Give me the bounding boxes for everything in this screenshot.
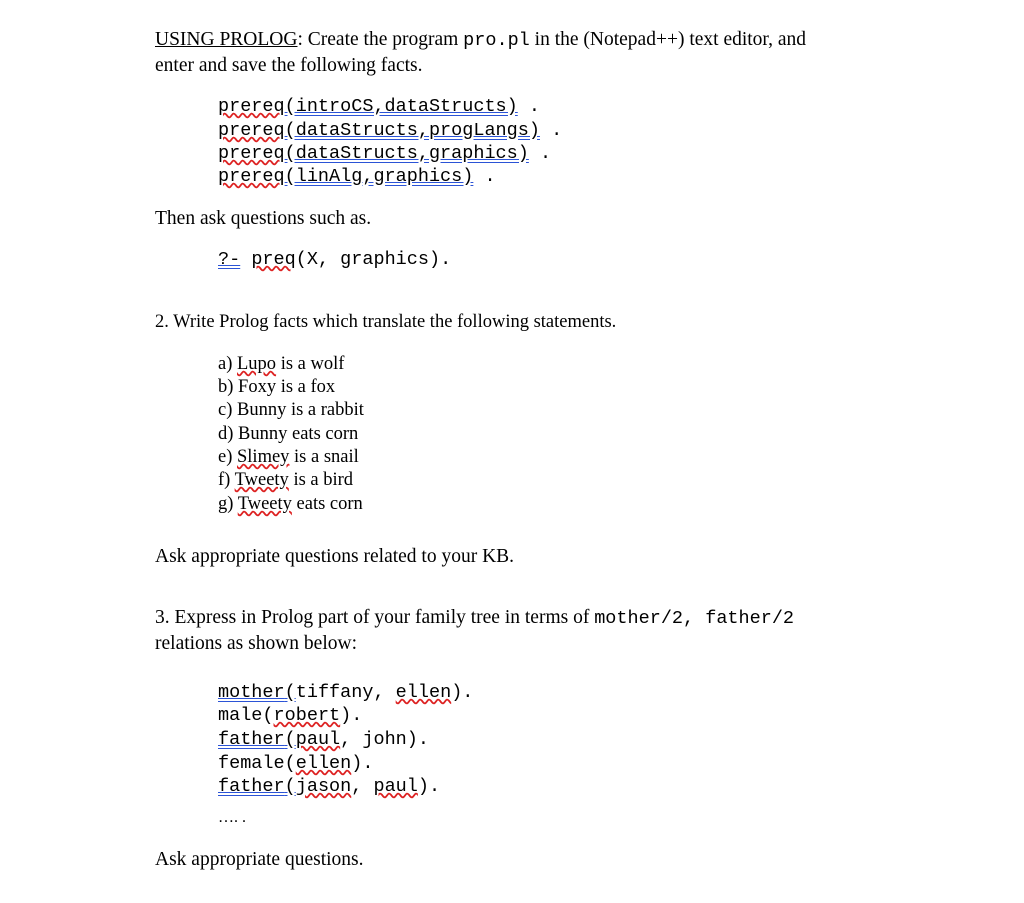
list-item [218,399,364,421]
fact-end: . [484,166,496,187]
item-rest: Bunny is a rabbit [237,400,364,420]
fact-end: . [539,143,552,164]
item-name: Tweety [234,470,289,490]
item-label: g) [218,494,238,514]
fact-sep: , [340,729,363,750]
item-name: Slimey [237,447,290,467]
fact-open: ( [284,753,296,774]
ellipsis: …. . [218,809,246,826]
fact-sep: , [351,776,374,797]
item-label: b) [218,377,239,397]
fact-line [218,166,496,188]
fact-arg-1: ellen [295,753,352,774]
q2-ask: Ask appropriate questions related to your KB. [155,546,515,567]
family-fact-line [218,729,429,751]
q3-text: 3. Express in Prolog part of your family tree in terms of [155,607,595,628]
intro-filename: pro.pl [463,30,530,51]
fact-args: (dataStructs,graphics) [284,143,529,164]
q3-ask: Ask appropriate questions. [155,849,364,870]
list-item [218,353,344,375]
fact-arg-2: paul [373,776,418,797]
fact-line [218,120,562,142]
item-rest: is a snail [289,447,359,467]
intro-rest-1: : Create the program [297,29,464,50]
fact-close: ). [351,753,374,774]
item-rest: Foxy is a fox [238,377,336,397]
intro-rest-2: in the (Notepad++) text editor, and [529,29,807,50]
fact-open: ( [262,705,274,726]
item-label: a) [218,354,237,374]
fact-close: ). [340,705,363,726]
fact-predicate: prereq [218,96,285,117]
list-item [218,469,353,491]
item-rest: is a wolf [276,354,345,374]
fact-arg-2: john [362,729,407,750]
fact-arg-1: jason [295,776,352,797]
fact-line [218,143,551,165]
fact-predicate: female [218,753,285,774]
fact-arg-1: robert [273,705,341,726]
query-line [218,249,451,271]
family-fact-line [218,705,362,727]
query-prompt: ?- [218,249,241,270]
q3-line-2: relations as shown below: [155,633,358,654]
fact-args: (introCS,dataStructs) [284,96,518,117]
ask-line-1: Then ask questions such as. [155,208,372,229]
fact-close: ). [406,729,430,750]
list-item [218,493,363,515]
q3-code: mother/2, father/2 [594,608,795,629]
list-item [218,376,335,398]
fact-sep: , [373,682,396,703]
family-fact-line [218,753,373,775]
fact-open: ( [284,729,296,750]
fact-line [218,96,540,118]
fact-open: ( [284,682,296,703]
fact-close: ). [417,776,441,797]
fact-args: (dataStructs,progLangs) [284,120,540,141]
fact-close: ). [451,682,474,703]
fact-predicate: father [218,729,285,750]
fact-predicate: prereq [218,120,285,141]
item-name: Lupo [237,354,277,374]
fact-end: . [551,120,563,141]
item-label: d) [218,424,239,444]
item-rest: eats corn [291,494,363,514]
item-rest: Bunny eats corn [238,424,359,444]
fact-arg-1: paul [295,729,341,750]
item-label: c) [218,400,237,420]
list-item [218,446,359,468]
intro-line-1 [155,29,806,51]
fact-arg-2: ellen [395,682,452,703]
fact-predicate: father [218,776,285,797]
intro-line-2: enter and save the following facts. [155,55,423,76]
fact-args: (linAlg,graphics) [284,166,474,187]
item-label: f) [218,470,235,490]
fact-predicate: prereq [218,166,285,187]
q3-line-1 [155,607,794,629]
fact-predicate: prereq [218,143,285,164]
fact-predicate: male [218,705,263,726]
family-fact-line [218,682,473,704]
q2-title: 2. Write Prolog facts which translate the following statements. [155,312,617,332]
fact-predicate: mother [218,682,285,703]
item-name: Tweety [237,494,292,514]
fact-open: ( [284,776,296,797]
list-item [218,423,358,445]
fact-arg-1: tiffany [295,682,374,703]
item-label: e) [218,447,237,467]
query-args: (X, graphics). [295,249,452,270]
query-predicate: preq [251,249,296,270]
intro-lead: USING PROLOG [155,29,298,50]
item-rest: is a bird [288,470,354,490]
family-fact-line [218,776,440,798]
fact-end: . [528,96,540,117]
